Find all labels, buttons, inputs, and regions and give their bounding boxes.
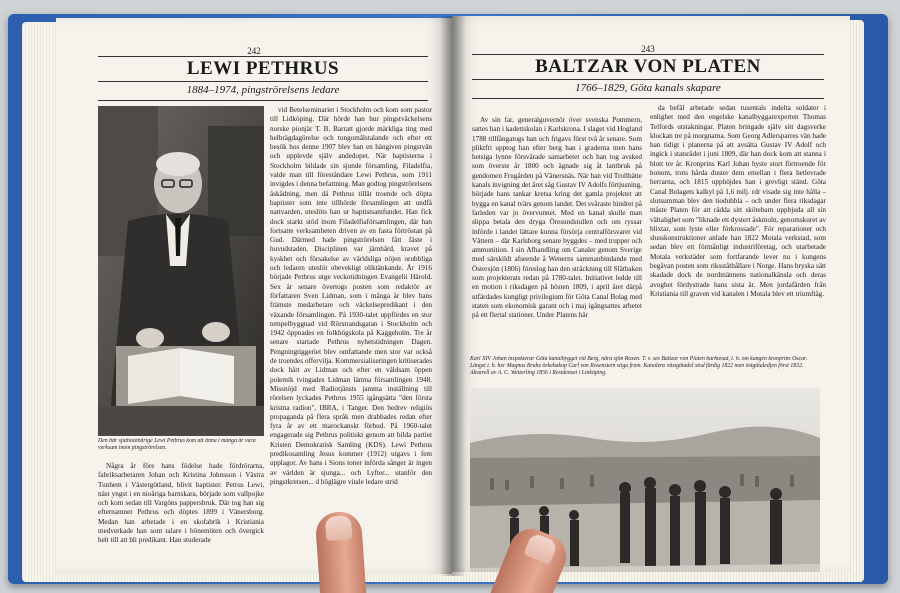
text-column-2	[650, 104, 826, 354]
page-number: 243	[641, 44, 655, 54]
left-thumb	[315, 511, 368, 593]
text-column-1	[98, 462, 264, 572]
thumbnail	[523, 532, 558, 565]
text-column-1	[472, 116, 642, 354]
header-rule	[98, 56, 428, 57]
portrait-photo	[98, 106, 264, 436]
paragraph: da befäl arbetade sedan tusentals indelta soldater i enlighet med den engelske kanalbyggarexperten Thomas Telfords utstakningar. Platen bringade själv sitt dagsverke klockan tre på morgnarna. Som Georg Adlersparres vän hade han tidigt i planerna på att avsätta Gustav IV Adolf och ingick i statsrådet i juni 1809, där han dock kom att stanna i blott tre år. Kronprins Karl Johan hyste stort förtroende för honom, trots hårda duster dem emellan i flera hetlevrade herrarna, och 1815 upphöjdes han i grevligt ständ. Göta Canal Bolagets kalkyl på 1,6 milj. rdr visade sig inte hålla – slutsumman blev den tiodubbla – och under flera riksdagar måste Platen för att rädda sitt skötebarn uppbjuda all sin vältalighet som "liknade ett dystert åskmoln, genomskuret av blixtar, som lyste eller förkrossade". För reparationer och slusskonstruktioner anlade han 1822 Motala verkstad, som sedan blev ett förmånligt industriföretag, och utarbetade Motala verkstäder som fortfarande lever nu i kungens begåvan posten som riksståthållare i Norge. Hans bryska sätt skadade dock de nordmännens nationalkänsla och deras avoghet fördystrade hans sista år. Men jordafärden från Kristiania till graven vid kanalen i Motala blev ett triumftåg.	[650, 104, 826, 298]
page-subtitle: 1884–1974, pingströrelsens ledare	[186, 84, 340, 96]
paragraph: Några år före hans födelse hade fördrörarna, fabriksarbetaren Johan och Kristina Johnsson i Västra Tunhem i Västergötland, blivit baptister. Petrus Lewi, näst yngst i en nioåriga barnskara, började som vallpojke och kom sedan till Vargöns pappersbruk. Där tog han sig efternamnet Pethrus och döptes 1899 i Vänersborg. Medan han arbetade i en skofabrik i Kristiania medverkade han som talare i bönemöten och övergick helt till att bli predikant. Han studerade	[98, 462, 264, 545]
header-rule	[472, 54, 824, 55]
page-title: LEWI PETHRUS	[186, 58, 340, 79]
right-page	[452, 16, 850, 572]
photo-caption: Den här sjuttiotånärige Lewi Pethrus kom att ännu i många år vara verksam inom pingströrelsen.	[98, 438, 256, 452]
title-rule	[472, 79, 824, 80]
thumbnail	[325, 515, 353, 541]
page-subtitle: 1766–1829, Göta kanals skapare	[575, 82, 721, 94]
painting-caption: Karl XIV Johan inspekterar Göta kanalbygget vid Berg, nära sjön Roxen. T. v. ses Baltzar von Platen barhuvad, t. h. om kungen kronprins Oscar. Längst t. h. her Magnus Brahe örkebakop Carl von Rosenstein stiga fram. Kanalens västgötadel stod färdig 1822 men östgötaledjen först 1832. Akvarell av A. C. Wetterling 1856 i Residenset i Linköping.	[470, 356, 808, 377]
title-rule	[98, 81, 428, 82]
left-page	[56, 18, 452, 574]
page-number: 242	[247, 46, 261, 56]
paragraph: vid Betelseminariet i Stockholm och kom som pastor till Lidköping. Där hörde han hur pingstväckelsens norske pionjär T. B. Barratt gjorde märkliga ting med helbrägdagörelse och tungomålstalande och efter ett besök hos denne 1907 blev han en hängiven pingstvän och upplevde själv andedopet. När baptisterna i Stockholm bildade sin sjunde församling, Filadelfia, valde man till föreståndare Lewi Pethrus, som 1911 invigdes i denna befattning. Man godtog pingströrelsens åskådning, men då Pethrus tillät troende och döpta baptister som inte tillhörde församlingen att undfå nattvarden, uteslöts han ur baptistsamfundet. Han fick dock starkt stöd inom Filadelfiaförsamlingen, där han fortsatte verksamheten driven av en fasta förtröstan på Gud. Därmed hade pingströrelsen fått fäste i huvudstaden. Disciplinen var järnhård, kravet på kyskhet och försakelse av världsliga nöjen orubbliga och ledaren uteslöt obevekligt oliktänkande. År 1916 började Pethrus utge veckotidningen Evangelii Härold. Sex år senare övertogs posten som redaktör av författaren Sven Lidman, som i många år blev hans främste medarbetare och väckelsepredikant i den växande församlingen. På 1930-talet uppfördes en stor tempelbyggnad vid Rörstrandsgatan i Stockholm och 1942 öppnades en folkhögskola på Kaggeholm. Tre år senare startade Pethrus nyhetstidningen Dagen. Pengningtiggeriet blev omfattande men stor var också de troendes offervilja. Kommersialiseringen kritiserades dock hårt av Lidman och efter en våldsam öppen polemik tvingades Lidman lämna församlingen 1948. Missnöjd med Radiotjänsts jamma inställning till rörelsen lyckades Pethrus 1955 igångsätta "den första kristna radion", IBRA, i Tanger. Den bedrev religiös propaganda på flera språk men drabbades redan efter fyra år av ett marockanskt förbud. På 1960-talet engagerade sig Pethrus politiskt genom att bilda partiet Kristen Demokratisk Samling (KDS). Lewi Pethrus predikosamling Jesus kommer (1912) utgavs i fem upplagor. Av hans i Sions toner införda sånger är ingen av världen är sjunga... och Lyfter... utanför den pingstkretsen... d höglägre vitale ledare strid	[270, 106, 432, 486]
subtitle-rule	[472, 98, 824, 99]
paragraph: Av sin far, generalguvernör över svenska Pommern, sattes han i kadettskolan i Karlskrona. I slaget vid Hogland 1788 tillfångatogs han och frigavs först två år senare. Som pliktfri upptog han efter berg han i graderna men hans hetsiga lynne försvårade samarbetet och han tog avsked som överste år 1800 och ägnade sig åt lantbruk på gendomen Frugården på Vänersnäs. När han vid Trollhätte kanals invigning det året såg Gustav IV Adolfs förtjusning, började hans tankar kretsa kring det gamla projektet att bygga en kanal tvärs genom landet. Det svåraste hindret på farleden var ju övervunnet. Med en kanal skulle man slippa betala den dryga Öresundstullen och om ryssar införde i landet lättare kunna försörja centralförsvaret vid Vättern – där Karlsborg senare byggdes – med trupper och ammunition. I sin Afhandling om Canaler genom Sverige med särskildt afseende å Wenerns sammanbindande med Östersjön (1806) föreslog han den sträckning till Slätbaken som projekterats redan på 1780-talet. Initiativet ledde till en motion i riksdagen på hösten 1809, i april året därpå utfärdades kungligt privilegium för Göta Canal Bolag med staten som ekonomisk garant och i maj igångsattes arbetet på ett flertal stationer. Under Platens här	[472, 116, 642, 320]
page-title: BALTZAR VON PLATEN	[535, 56, 761, 77]
text-column-2	[270, 106, 432, 572]
subtitle-rule	[98, 100, 428, 101]
